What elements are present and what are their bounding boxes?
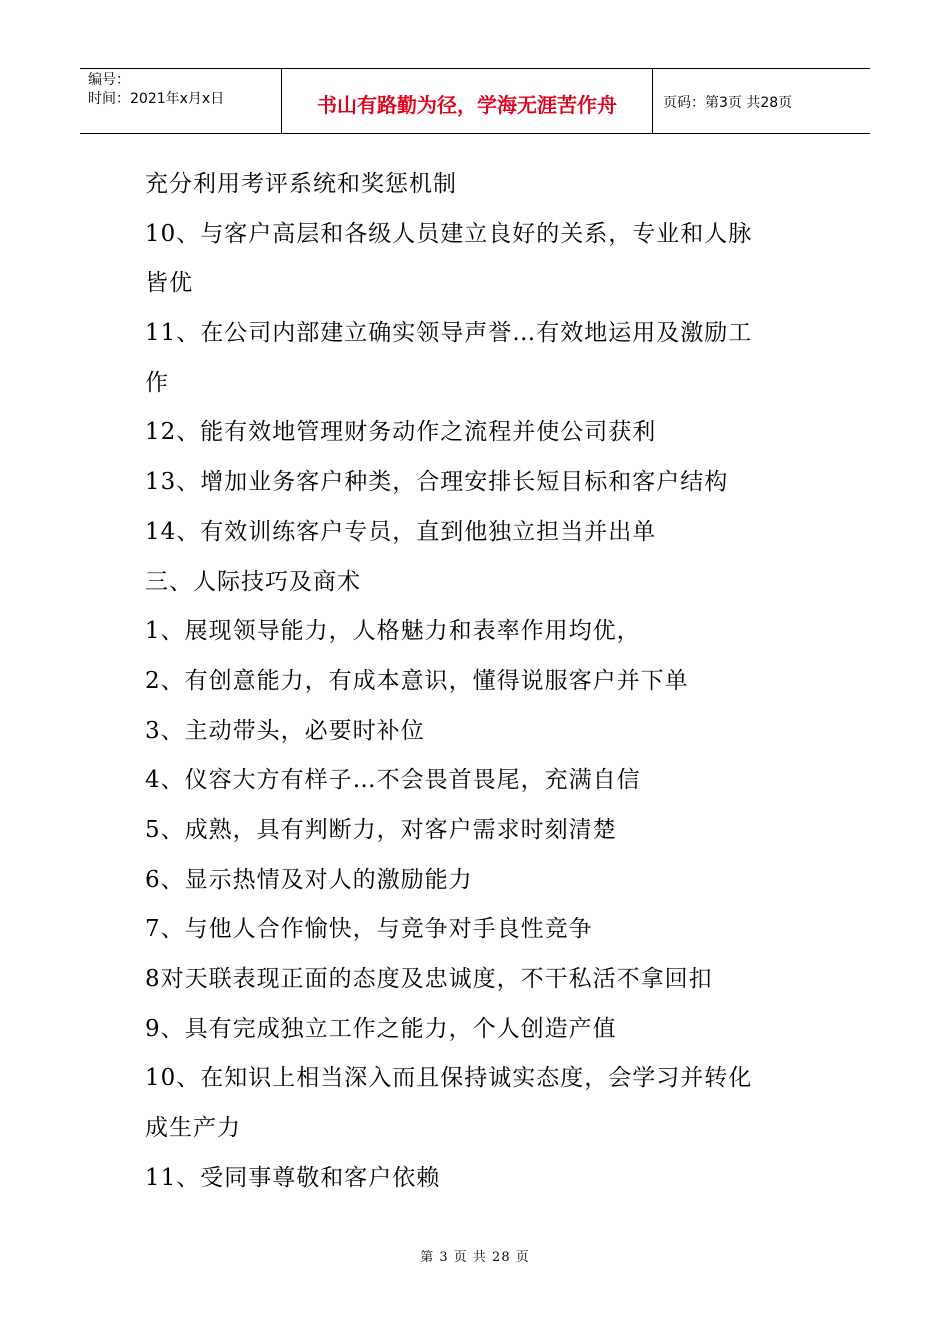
page-header	[80, 68, 870, 134]
body-line: 皆优	[145, 270, 193, 297]
document-number-label: 编号：	[88, 72, 130, 88]
body-line: 5、成熟，具有判断力，对客户需求时刻清楚	[145, 816, 617, 843]
header-meta	[80, 69, 282, 133]
document-body	[145, 164, 835, 1207]
body-line: 8对天联表现正面的态度及忠诚度，不干私活不拿回扣	[145, 966, 713, 992]
body-line: 13、增加业务客户种类，合理安排长短目标和客户结构	[145, 469, 729, 496]
body-line: 1、展现领导能力，人格魅力和表率作用均优，	[145, 618, 641, 645]
body-line: 12、能有效地管理财务动作之流程并使公司获利	[145, 419, 657, 446]
document-time-label: 时间：2021年x月x日	[88, 91, 225, 107]
body-line: 3、主动带头，必要时补位	[145, 717, 425, 744]
body-line: 9、具有完成独立工作之能力，个人创造产值	[145, 1015, 617, 1042]
body-line: 6、显示热情及对人的激励能力	[145, 866, 473, 893]
body-line: 11、在公司内部建立确实领导声誉…有效地运用及激励工	[145, 320, 753, 347]
body-line: 成生产力	[145, 1115, 241, 1142]
body-line: 2、有创意能力，有成本意识，懂得说服客户并下单	[145, 667, 689, 694]
section-heading: 三、人际技巧及商术	[145, 568, 361, 595]
body-line: 4、仪容大方有样子…不会畏首畏尾，充满自信	[145, 767, 641, 794]
body-line: 作	[145, 369, 169, 396]
body-line: 10、在知识上相当深入而且保持诚实态度，会学习并转化	[145, 1065, 753, 1092]
body-line: 14、有效训练客户专员，直到他独立担当并出单	[145, 518, 657, 545]
header-page-info: 页码：第3页 共28页	[663, 95, 793, 111]
body-line: 11、受同事尊敬和客户依赖	[145, 1164, 441, 1191]
page-footer: 第 3 页 共 28 页	[420, 1250, 530, 1265]
body-line: 7、与他人合作愉快，与竞争对手良性竞争	[145, 916, 593, 943]
body-line: 10、与客户高层和各级人员建立良好的关系，专业和人脉	[145, 220, 753, 247]
header-motto: 书山有路勤为径，学海无涯苦作舟	[282, 69, 653, 133]
body-line: 充分利用考评系统和奖惩机制	[145, 171, 457, 197]
